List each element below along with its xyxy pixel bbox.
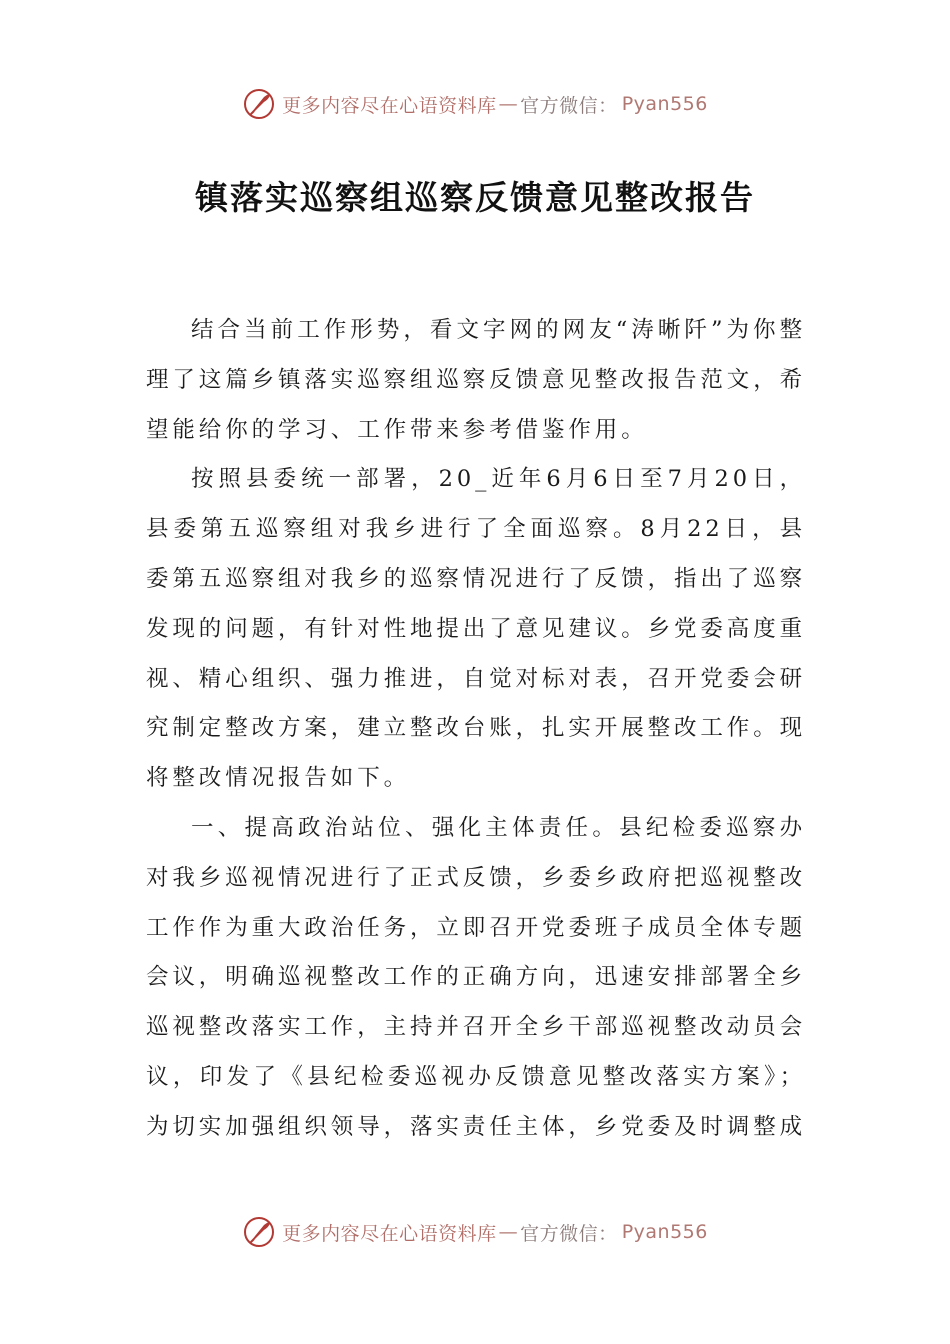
paragraph-background: 按照县委统一部署，20_近年6月6日至7月20日，县委第五巡察组对我乡进行了全面巡察。8月22日，县委第五巡察组对我乡的巡察情况进行了反馈，指出了巡察发现的问题，有针对性地提出了意见建议。乡党委高度重视、精心组织、强力推进，自觉对标对表，召开党委会研究制定整改方案，建立整改台账，扎实开展整改工作。现将整改情况报告如下。: [146, 466, 807, 792]
document-title: 镇落实巡察组巡察反馈意见整改报告: [195, 178, 755, 217]
watermark-wechat-label: 官方微信：: [520, 1222, 618, 1245]
watermark-separator: —: [498, 93, 519, 115]
watermark-wechat-id: Pyan556: [621, 1221, 708, 1243]
watermark-site-text: 更多内容尽在心语资料库: [282, 1222, 497, 1245]
quill-logo-icon: [242, 87, 276, 121]
document-body: [146, 306, 806, 1153]
paragraph-section-one: 一、提高政治站位、强化主体责任。县纪检委巡察办对我乡巡视情况进行了正式反馈，乡委乡政府把巡视整改工作作为重大政治任务，立即召开党委班子成员全体专题会议，明确巡视整改工作的正确方向，迅速安排部署全乡巡视整改落实工作，主持并召开全乡干部巡视整改动员会议，印发了《县纪检委巡视办反馈意见整改落实方案》；为切实加强组织领导，落实责任主体，乡党委及时调整成: [146, 814, 807, 1140]
watermark-wechat-label: 官方微信：: [520, 94, 618, 117]
watermark-separator: —: [498, 1221, 519, 1243]
watermark-site-text: 更多内容尽在心语资料库: [282, 94, 497, 117]
watermark-wechat-id: Pyan556: [621, 93, 708, 115]
header-watermark: [0, 84, 950, 124]
quill-logo-icon: [242, 1215, 276, 1249]
footer-watermark: [0, 1212, 950, 1252]
paragraph-intro: 结合当前工作形势，看文字网的网友“涛晰阡”为你整理了这篇乡镇落实巡察组巡察反馈意见整改报告范文，希望能给你的学习、工作带来参考借鉴作用。: [146, 317, 807, 443]
